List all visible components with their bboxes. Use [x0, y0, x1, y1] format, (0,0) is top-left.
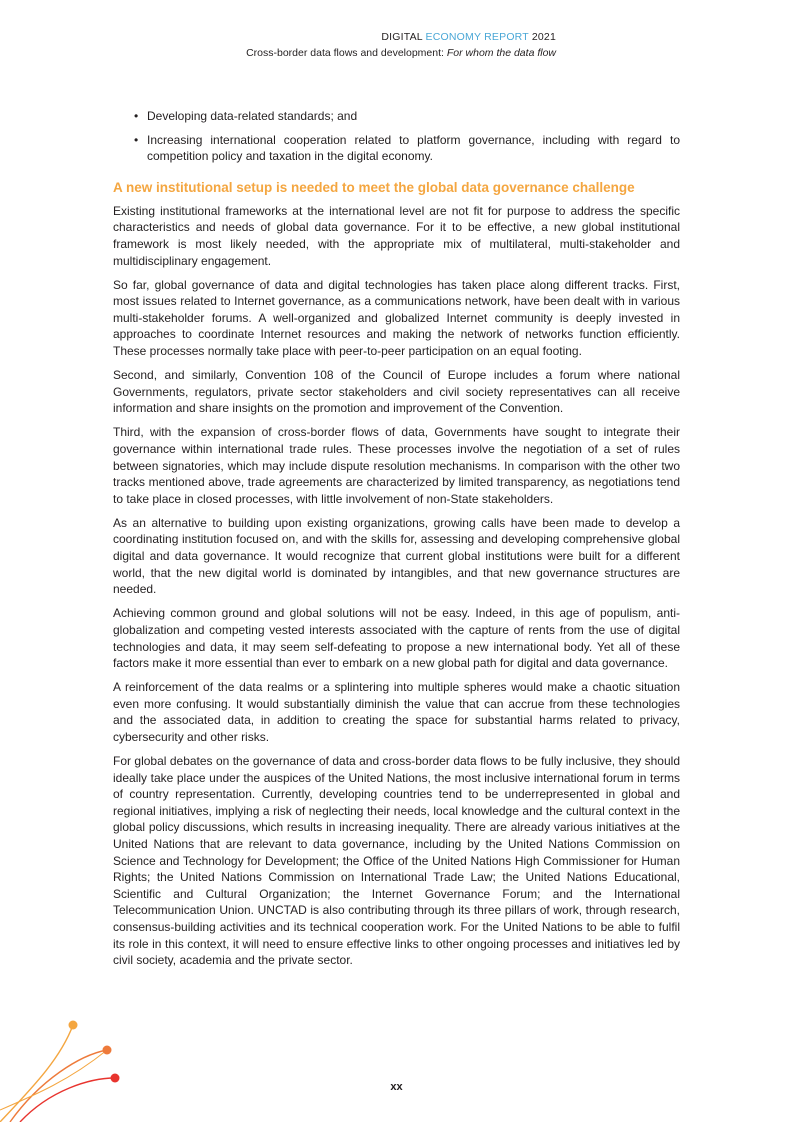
- page-number: xx: [390, 1081, 403, 1093]
- report-title: [246, 30, 556, 44]
- paragraph: Existing institutional frameworks at the international level are not fit for purpose to address the specific characteristics and needs of global data governance. For it to be effective, a new global institutional framework is most likely needed, with the appropriate mix of multilateral, multi-stakeholder and multidisciplinary engagement.: [113, 203, 680, 268]
- bullet-item: [113, 108, 680, 125]
- bullet-dot-icon: •: [134, 109, 139, 123]
- report-title-part1: DIGITAL: [381, 31, 423, 43]
- report-title-year: 2021: [531, 31, 556, 43]
- report-subtitle-plain: Cross-border data flows and development:: [246, 47, 444, 59]
- bullet-dot-icon: •: [134, 132, 139, 147]
- paragraph: A reinforcement of the data realms or a splintering into multiple spheres would make a chaotic situation even more confusing. It would substantially diminish the value that can accrue from these technologies and the associated data, in addition to creating the space for substantial harms related to privacy, cybersecurity and other risks.: [113, 680, 680, 744]
- paragraph: So far, global governance of data and digital technologies has taken place along different tracks. First, most issues related to Internet governance, as a communications network, have been dealt with in various multi-stakeholder forums. A well-organized and globalized Internet community is deeply invested in approaches to coordinate Internet resources and making the network of networks function efficiently. These processes normally take place with peer-to-peer participation on an equal footing.: [113, 277, 680, 359]
- bullet-list: [113, 108, 680, 165]
- paragraph: Second, and similarly, Convention 108 of the Council of Europe includes a forum where national Governments, regulators, private sector stakeholders and civil society representatives can all receive information and share insights on the promotion and improvement of the Convention.: [113, 368, 680, 416]
- paragraph: For global debates on the governance of data and cross-border data flows to be fully inclusive, they should ideally take place under the auspices of the United Nations, the most inclusive international forum in terms of country representation. Currently, developing countries tend to be underrepresented in global and regional initiatives, implying a risk of neglecting their needs, local knowledge and the cultural context in the global policy discussions, which results in increasing inequality. There are already various initiatives at the United Nations that are relevant to data governance, including by the United Nations Commission on Science and Technology for Development; the Office of the United Nations High Commissioner for Human Rights; the United Nations Commission on International Trade Law; the United Nations Educational, Scientific and Cultural Organization; the Internet Governance Forum; and the International Telecommunication Union. UNCTAD is also contributing through its three pillars of work, through research, consensus-building activities and its technical cooperation work. For the United Nations to be able to fulfil its role in this context, it will need to ensure effective links to other ongoing processes and initiatives led by civil society, academia and the private sector.: [113, 754, 680, 968]
- paragraph: Achieving common ground and global solutions will not be easy. Indeed, in this age of populism, anti-globalization and competing vested interests associated with the capture of rents from the use of digital technologies and data, it may seem self-defeating to propose a new international body. Yet all of these factors make it more essential than ever to embark on a new global path for digital and data governance.: [113, 606, 680, 671]
- report-subtitle: [246, 46, 556, 60]
- bullet-item: [113, 132, 680, 165]
- report-subtitle-italic: For whom the data flow: [446, 47, 556, 59]
- decorative-curves-icon: [0, 1010, 140, 1122]
- bullet-text: Increasing international cooperation related to platform governance, including with regard to competition policy and taxation in the digital economy.: [147, 132, 680, 164]
- page-body: [113, 108, 680, 976]
- paragraph: Third, with the expansion of cross-border flows of data, Governments have sought to integrate their governance within international trade rules. These processes involve the negotiation of a set of rules between signatories, which may include dispute resolution mechanisms. In comparison with the other two tracks mentioned above, trade agreements are characterized by limited transparency, as negotiations tend to take place in closed processes, with little involvement of non-State stakeholders.: [113, 425, 680, 506]
- deco-dot-2: [103, 1046, 112, 1055]
- deco-dot-1: [69, 1021, 78, 1030]
- bullet-text: Developing data-related standards; and: [147, 109, 358, 123]
- paragraph: As an alternative to building upon existing organizations, growing calls have been made to develop a coordinating institution focused on, and with the skills for, assessing and developing comprehensive global digital and data governance. It would recognize that current global institutions were built for a different world, that the new digital world is dominated by intangibles, and that new governance structures are needed.: [113, 515, 680, 597]
- section-heading: A new institutional setup is needed to meet the global data governance challenge: [113, 179, 635, 195]
- report-title-accent: ECONOMY REPORT: [425, 31, 529, 43]
- running-header: [246, 30, 556, 60]
